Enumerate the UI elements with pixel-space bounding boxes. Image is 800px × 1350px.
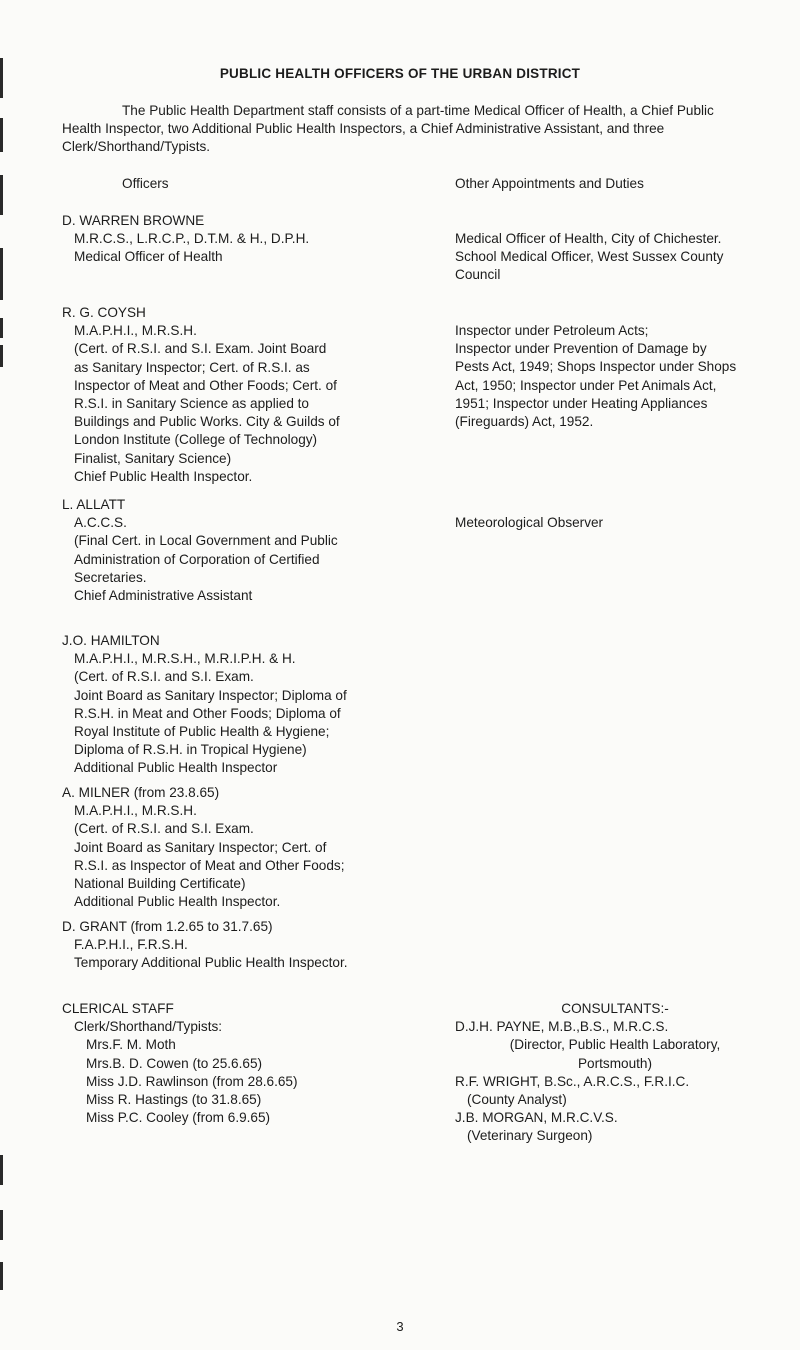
duty-line: (Fireguards) Act, 1952.	[455, 414, 594, 430]
officer-entry	[62, 496, 442, 605]
officer-name: L. ALLATT	[62, 497, 126, 512]
binding-mark	[0, 1262, 3, 1290]
page-title: PUBLIC HEALTH OFFICERS OF THE URBAN DISTRICT	[219, 66, 581, 81]
officer-line: R.S.H. in Meat and Other Foods; Diploma of	[74, 705, 341, 721]
officer-line: (Final Cert. in Local Government and Public	[74, 533, 338, 549]
officer-line: R.S.I. in Sanitary Science as applied to	[74, 396, 309, 412]
officer-line: M.A.P.H.I., M.R.S.H.	[74, 803, 197, 819]
consultant-line: D.J.H. PAYNE, M.B.,B.S., M.R.C.S.	[455, 1019, 669, 1035]
officer-entry	[62, 212, 442, 267]
duty-line: Meteorological Observer	[455, 515, 604, 530]
consultant-line: J.B. MORGAN, M.R.C.V.S.	[455, 1110, 618, 1126]
officer-line: A.C.C.S.	[74, 515, 127, 531]
officer-line: M.R.C.S., L.R.C.P., D.T.M. & H., D.P.H.	[74, 231, 310, 247]
officer-line: as Sanitary Inspector; Cert. of R.S.I. as	[74, 359, 310, 375]
duty-line: Inspector under Petroleum Acts;	[455, 323, 649, 338]
officer-line: F.A.P.H.I., F.R.S.H.	[74, 937, 188, 953]
officer-line: Buildings and Public Works. City & Guilds of	[74, 414, 340, 430]
consultant-line: (Veterinary Surgeon)	[467, 1128, 593, 1144]
clerical-title: CLERICAL STAFF	[62, 1001, 174, 1016]
officer-entry	[62, 632, 442, 778]
clerical-staff-item: Miss R. Hastings (to 31.8.65)	[86, 1092, 262, 1108]
officer-line: London Institute (College of Technology)	[74, 432, 318, 448]
officer-entry	[62, 304, 442, 486]
officer-line: Diploma of R.S.H. in Tropical Hygiene)	[74, 742, 307, 758]
officer-duties	[455, 230, 775, 285]
officer-duties	[455, 322, 775, 431]
officer-line: Inspector of Meat and Other Foods; Cert. of	[74, 377, 337, 393]
binding-mark	[0, 1210, 3, 1240]
intro-text: The Public Health Department staff consists of a part-time Medical Officer of Health, a Chief Public Health Inspector, two Additional Public Health Inspectors, a Chief Administrative Assistant, and three Clerk/Shorthand/Typists.	[62, 103, 714, 155]
officer-line: Finalist, Sanitary Science)	[74, 450, 232, 466]
officer-line: Additional Public Health Inspector.	[74, 894, 281, 910]
officer-entry	[62, 918, 442, 973]
duty-line: 1951; Inspector under Heating Appliances	[455, 395, 708, 411]
clerical-staff-item: Mrs.F. M. Moth	[86, 1037, 176, 1053]
clerical-staff-item: Mrs.B. D. Cowen (to 25.6.65)	[86, 1055, 263, 1071]
duty-line: School Medical Officer, West Sussex County	[455, 249, 724, 265]
officer-line: (Cert. of R.S.I. and S.I. Exam.	[74, 821, 254, 837]
intro-paragraph	[62, 102, 752, 157]
officer-name: D. GRANT (from 1.2.65 to 31.7.65)	[62, 919, 273, 934]
consultant-line: R.F. WRIGHT, B.Sc., A.R.C.S., F.R.I.C.	[455, 1073, 690, 1089]
duty-line: Pests Act, 1949; Shops Inspector under Shops	[455, 359, 737, 375]
binding-mark	[0, 118, 3, 152]
officer-line: Temporary Additional Public Health Inspector.	[74, 955, 348, 971]
consultants-title: CONSULTANTS:-	[561, 1001, 669, 1016]
officer-line: Joint Board as Sanitary Inspector; Diploma of	[74, 687, 347, 703]
binding-mark	[0, 345, 3, 367]
officer-line: Medical Officer of Health	[74, 249, 223, 265]
officer-line: M.A.P.H.I., M.R.S.H.	[74, 323, 197, 339]
binding-mark	[0, 248, 3, 300]
officer-line: R.S.I. as Inspector of Meat and Other Foods;	[74, 857, 345, 873]
duty-line: Medical Officer of Health, City of Chichester.	[455, 231, 722, 246]
officer-line: (Cert. of R.S.I. and S.I. Exam.	[74, 669, 254, 685]
officer-line: Secretaries.	[74, 569, 147, 585]
officer-line: Joint Board as Sanitary Inspector; Cert. of	[74, 839, 327, 855]
officer-line: Royal Institute of Public Health & Hygiene;	[74, 724, 330, 740]
clerical-subtitle: Clerk/Shorthand/Typists:	[74, 1019, 223, 1035]
officer-duties	[455, 514, 775, 532]
duty-line: Council	[455, 267, 501, 283]
binding-mark	[0, 318, 3, 338]
binding-mark	[0, 175, 3, 215]
duty-line: Act, 1950; Inspector under Pet Animals Act,	[455, 377, 717, 393]
consultant-line: (County Analyst)	[467, 1092, 567, 1108]
officer-name: D. WARREN BROWNE	[62, 213, 205, 228]
officer-line: (Cert. of R.S.I. and S.I. Exam. Joint Board	[74, 341, 327, 357]
consultant-line: Portsmouth)	[577, 1055, 653, 1071]
clerical-staff-item: Miss J.D. Rawlinson (from 28.6.65)	[86, 1073, 298, 1089]
officer-line: National Building Certificate)	[74, 876, 246, 892]
officer-line: Chief Public Health Inspector.	[74, 468, 253, 484]
officer-line: M.A.P.H.I., M.R.S.H., M.R.I.P.H. & H.	[74, 651, 296, 667]
duty-line: Inspector under Prevention of Damage by	[455, 341, 707, 357]
officers-column-header: Officers	[122, 176, 169, 191]
clerical-staff	[62, 1000, 442, 1127]
binding-mark	[0, 1155, 3, 1185]
duties-column-header: Other Appointments and Duties	[455, 176, 644, 191]
officer-line: Additional Public Health Inspector	[74, 760, 278, 776]
consultants	[455, 1000, 775, 1146]
clerical-staff-item: Miss P.C. Cooley (from 6.9.65)	[86, 1110, 271, 1126]
page-number: 3	[396, 1319, 404, 1334]
officer-entry	[62, 784, 442, 911]
officer-name: A. MILNER (from 23.8.65)	[62, 785, 220, 800]
officer-name: R. G. COYSH	[62, 305, 146, 320]
officer-name: J.O. HAMILTON	[62, 633, 160, 648]
consultant-line: (Director, Public Health Laboratory,	[509, 1037, 721, 1053]
officer-line: Administration of Corporation of Certified	[74, 551, 320, 567]
officer-line: Chief Administrative Assistant	[74, 588, 253, 604]
